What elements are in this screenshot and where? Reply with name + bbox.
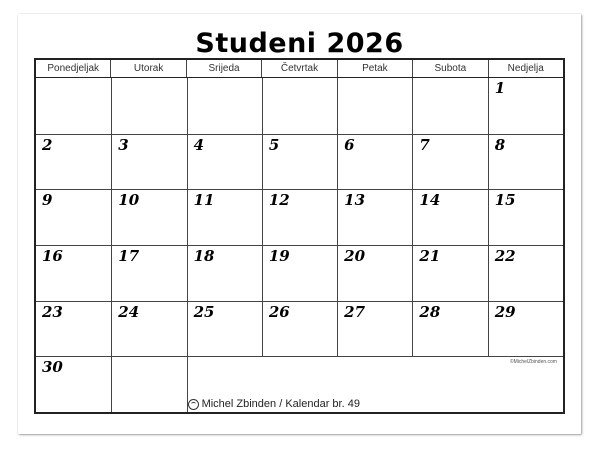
day-number: 9 (42, 191, 53, 210)
copyright-credit: ©MichelZbinden.com (509, 359, 557, 366)
weekday-header-row (36, 60, 563, 78)
day-number: 28 (419, 302, 441, 321)
day-number: 11 (193, 191, 215, 210)
day-number: 16 (42, 247, 63, 265)
day-cell (111, 356, 186, 412)
day-cell (36, 78, 111, 134)
day-number: 3 (118, 135, 129, 154)
day-number: 18 (193, 247, 215, 265)
day-cell (36, 189, 111, 245)
day-cell (337, 78, 412, 134)
day-number: 19 (268, 247, 290, 265)
day-number: 5 (268, 135, 280, 154)
day-cell (412, 78, 487, 134)
day-number: 17 (118, 247, 140, 265)
weekday-header: Ponedjeljak (47, 63, 100, 74)
author-logo-icon (188, 399, 199, 410)
calendar-title: Studeni 2026 (195, 28, 404, 59)
day-cell (488, 245, 563, 301)
day-number: 27 (344, 302, 366, 321)
day-number: 22 (494, 247, 516, 265)
footer-attribution (188, 398, 360, 410)
weekday-header: Subota (412, 60, 487, 77)
day-number: 15 (494, 191, 516, 210)
weekday-header: Srijeda (186, 60, 261, 77)
day-cell (187, 189, 262, 245)
day-cell (488, 189, 563, 245)
weekday-header: Nedjelja (488, 60, 563, 77)
day-cell (337, 301, 412, 357)
day-cell (36, 245, 111, 301)
day-cell (111, 189, 186, 245)
day-number: 13 (344, 191, 366, 210)
day-cell (262, 134, 337, 190)
day-cell (187, 301, 262, 357)
day-number: 10 (118, 191, 140, 210)
calendar-page (18, 14, 581, 434)
day-number: 14 (419, 191, 441, 210)
day-cell (262, 189, 337, 245)
day-cell (337, 189, 412, 245)
day-cell (262, 301, 337, 357)
day-cell (488, 134, 563, 190)
day-number: 26 (268, 302, 290, 321)
day-cell (36, 356, 111, 412)
day-number: 2 (42, 135, 53, 154)
day-number: 24 (118, 302, 140, 321)
day-cell (111, 245, 186, 301)
day-cell (488, 78, 563, 134)
day-number: 21 (419, 247, 441, 265)
day-cell (36, 134, 111, 190)
day-cell (187, 134, 262, 190)
day-cell (111, 134, 186, 190)
day-cell (262, 245, 337, 301)
weekday-header: Četvrtak (261, 60, 336, 77)
weekday-header: Utorak (110, 60, 185, 77)
day-cell (262, 78, 337, 134)
day-cell (111, 78, 186, 134)
day-cell (36, 301, 111, 357)
day-cell (187, 245, 262, 301)
day-number: 12 (268, 191, 290, 210)
day-number: 30 (42, 358, 63, 377)
day-number: 7 (419, 135, 430, 154)
day-number: 6 (344, 135, 355, 154)
weekday-header: Petak (337, 60, 412, 77)
day-cell (412, 301, 487, 357)
day-cell (488, 301, 563, 357)
day-number: 29 (494, 302, 516, 321)
day-cell (412, 134, 487, 190)
day-number: 23 (42, 302, 63, 321)
day-number: 4 (193, 135, 204, 154)
day-cell (187, 78, 262, 134)
day-cell (412, 245, 487, 301)
calendar-body (36, 78, 563, 412)
day-number: 8 (494, 135, 506, 154)
day-cell (337, 134, 412, 190)
day-number: 25 (193, 302, 215, 321)
day-cell (111, 301, 186, 357)
notes-area (187, 356, 563, 412)
day-number: 1 (494, 79, 506, 97)
day-cell (337, 245, 412, 301)
footer-text: Michel Zbinden / Kalendar br. 49 (201, 398, 360, 410)
calendar-grid (34, 58, 565, 414)
day-number: 20 (344, 247, 366, 265)
day-cell (412, 189, 487, 245)
